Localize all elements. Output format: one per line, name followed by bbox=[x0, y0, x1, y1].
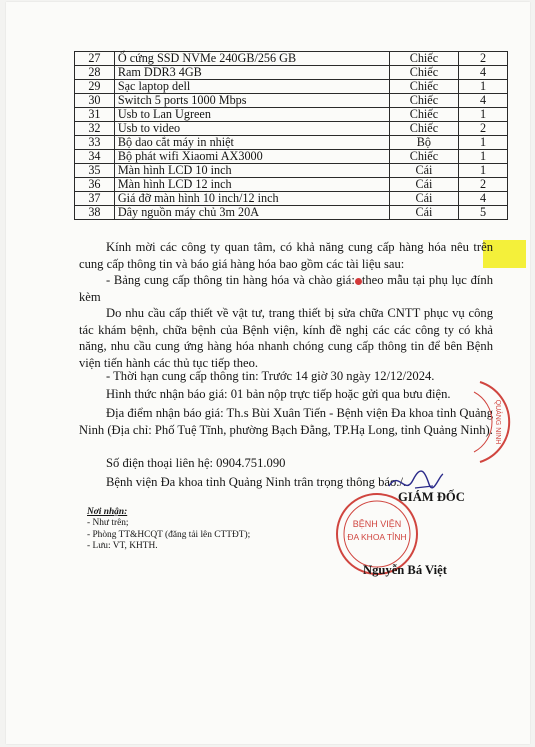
item-name: Switch 5 ports 1000 Mbps bbox=[114, 94, 389, 108]
document-list-text-start: - Bảng cung cấp thông tin hàng hóa và chào giá: bbox=[106, 273, 355, 287]
item-name: Màn hình LCD 10 inch bbox=[114, 164, 389, 178]
table-row bbox=[75, 80, 508, 94]
item-unit: Cái bbox=[389, 164, 458, 178]
signer-title: GIÁM ĐỐC bbox=[398, 490, 465, 504]
red-dot-mark bbox=[355, 278, 362, 285]
item-unit: Bộ bbox=[389, 136, 458, 150]
table-row bbox=[75, 108, 508, 122]
invitation-paragraph: Kính mời các công ty quan tâm, có khả năng cung cấp hàng hóa nêu trên cung cấp thông tin và báo giá hàng hóa bao gồm các tài liệu sau: bbox=[79, 240, 493, 271]
side-seal-text: QUẢNG NINH bbox=[494, 399, 501, 445]
row-number: 31 bbox=[75, 108, 115, 122]
item-unit: Cái bbox=[389, 206, 458, 220]
deadline-line: - Thời hạn cung cấp thông tin: Trước 14 giờ 30 ngày 12/12/2024. bbox=[106, 369, 435, 383]
item-unit: Chiếc bbox=[389, 122, 458, 136]
submission-method-line: Hình thức nhận báo giá: 01 bản nộp trực tiếp hoặc gửi qua bưu điện. bbox=[106, 387, 451, 401]
seal-line-2: ĐA KHOA TỈNH bbox=[347, 532, 407, 542]
signer-name: Nguyễn Bá Việt bbox=[363, 563, 447, 577]
closing-line: Bệnh viện Đa khoa tỉnh Quảng Ninh trân trọng thông báo./. bbox=[106, 475, 407, 489]
row-number: 38 bbox=[75, 206, 115, 220]
table-row bbox=[75, 206, 508, 220]
row-number: 36 bbox=[75, 178, 115, 192]
document-list-text-end: theo mẫu tại phụ lục đính kèm bbox=[79, 273, 493, 304]
item-quantity: 4 bbox=[458, 94, 507, 108]
item-quantity: 2 bbox=[458, 178, 507, 192]
row-number: 34 bbox=[75, 150, 115, 164]
item-quantity: 1 bbox=[458, 164, 507, 178]
side-seal-icon bbox=[470, 376, 524, 468]
item-name: Ổ cứng SSD NVMe 240GB/256 GB bbox=[114, 52, 389, 66]
row-number: 30 bbox=[75, 94, 115, 108]
item-name: Bộ dao cắt máy in nhiệt bbox=[114, 136, 389, 150]
row-number: 28 bbox=[75, 66, 115, 80]
row-number: 33 bbox=[75, 136, 115, 150]
item-name: Usb to Lan Ugreen bbox=[114, 108, 389, 122]
recipients-block bbox=[87, 507, 250, 553]
item-quantity: 5 bbox=[458, 206, 507, 220]
row-number: 37 bbox=[75, 192, 115, 206]
item-name: Bộ phát wifi Xiaomi AX3000 bbox=[114, 150, 389, 164]
item-unit: Chiếc bbox=[389, 52, 458, 66]
item-unit: Chiếc bbox=[389, 66, 458, 80]
item-unit: Chiếc bbox=[389, 94, 458, 108]
item-quantity: 1 bbox=[458, 108, 507, 122]
document-list-paragraph bbox=[79, 272, 493, 305]
item-quantity: 1 bbox=[458, 136, 507, 150]
table-row bbox=[75, 192, 508, 206]
equipment-table bbox=[74, 51, 508, 220]
seal-line-1: BỆNH VIỆN bbox=[352, 519, 402, 529]
item-unit: Chiếc bbox=[389, 80, 458, 94]
recipient-item: - Lưu: VT, KHTH. bbox=[87, 541, 158, 552]
table-row bbox=[75, 164, 508, 178]
table-row bbox=[75, 178, 508, 192]
item-name: Màn hình LCD 12 inch bbox=[114, 178, 389, 192]
need-paragraph: Do nhu cầu cấp thiết về vật tư, trang thiết bị sửa chữa CNTT phục vụ công tác khám bệnh, chữa bệnh của Bệnh viện, kính đề nghị các các công ty có khả năng, nhu cầu cung ứng hàng hóa nhanh chóng cung cấp thông tin để bên Bệnh viện tiến hành các thủ tục tiếp theo. bbox=[79, 306, 493, 370]
item-unit: Chiếc bbox=[389, 108, 458, 122]
item-quantity: 4 bbox=[458, 66, 507, 80]
table-row bbox=[75, 52, 508, 66]
recipient-item: - Như trên; bbox=[87, 518, 129, 529]
item-quantity: 1 bbox=[458, 80, 507, 94]
item-quantity: 4 bbox=[458, 192, 507, 206]
item-unit: Cái bbox=[389, 178, 458, 192]
recipient-item: - Phòng TT&HCQT (đăng tải lên CTTĐT); bbox=[87, 529, 251, 540]
item-unit: Cái bbox=[389, 192, 458, 206]
table-row bbox=[75, 66, 508, 80]
table-row bbox=[75, 150, 508, 164]
table-row bbox=[75, 136, 508, 150]
item-quantity: 2 bbox=[458, 52, 507, 66]
phone-line: Số điện thoại liên hệ: 0904.751.090 bbox=[106, 456, 286, 470]
item-unit: Chiếc bbox=[389, 150, 458, 164]
table-row bbox=[75, 94, 508, 108]
row-number: 29 bbox=[75, 80, 115, 94]
row-number: 27 bbox=[75, 52, 115, 66]
address-paragraph: Địa điểm nhận báo giá: Th.s Bùi Xuân Tiến - Bệnh viện Đa khoa tỉnh Quảng Ninh (Địa chỉ: Phố Tuệ Tĩnh, phường Bạch Đằng, TP.Hạ Long, tỉnh Quảng Ninh). bbox=[79, 406, 493, 437]
recipients-title: Nơi nhận: bbox=[87, 507, 128, 517]
row-number: 35 bbox=[75, 164, 115, 178]
item-quantity: 2 bbox=[458, 122, 507, 136]
item-name: Dây nguồn máy chủ 3m 20A bbox=[114, 206, 389, 220]
row-number: 32 bbox=[75, 122, 115, 136]
table-row bbox=[75, 122, 508, 136]
item-quantity: 1 bbox=[458, 150, 507, 164]
item-name: Ram DDR3 4GB bbox=[114, 66, 389, 80]
item-name: Sạc laptop dell bbox=[114, 80, 389, 94]
item-name: Usb to video bbox=[114, 122, 389, 136]
item-name: Giá đỡ màn hình 10 inch/12 inch bbox=[114, 192, 389, 206]
